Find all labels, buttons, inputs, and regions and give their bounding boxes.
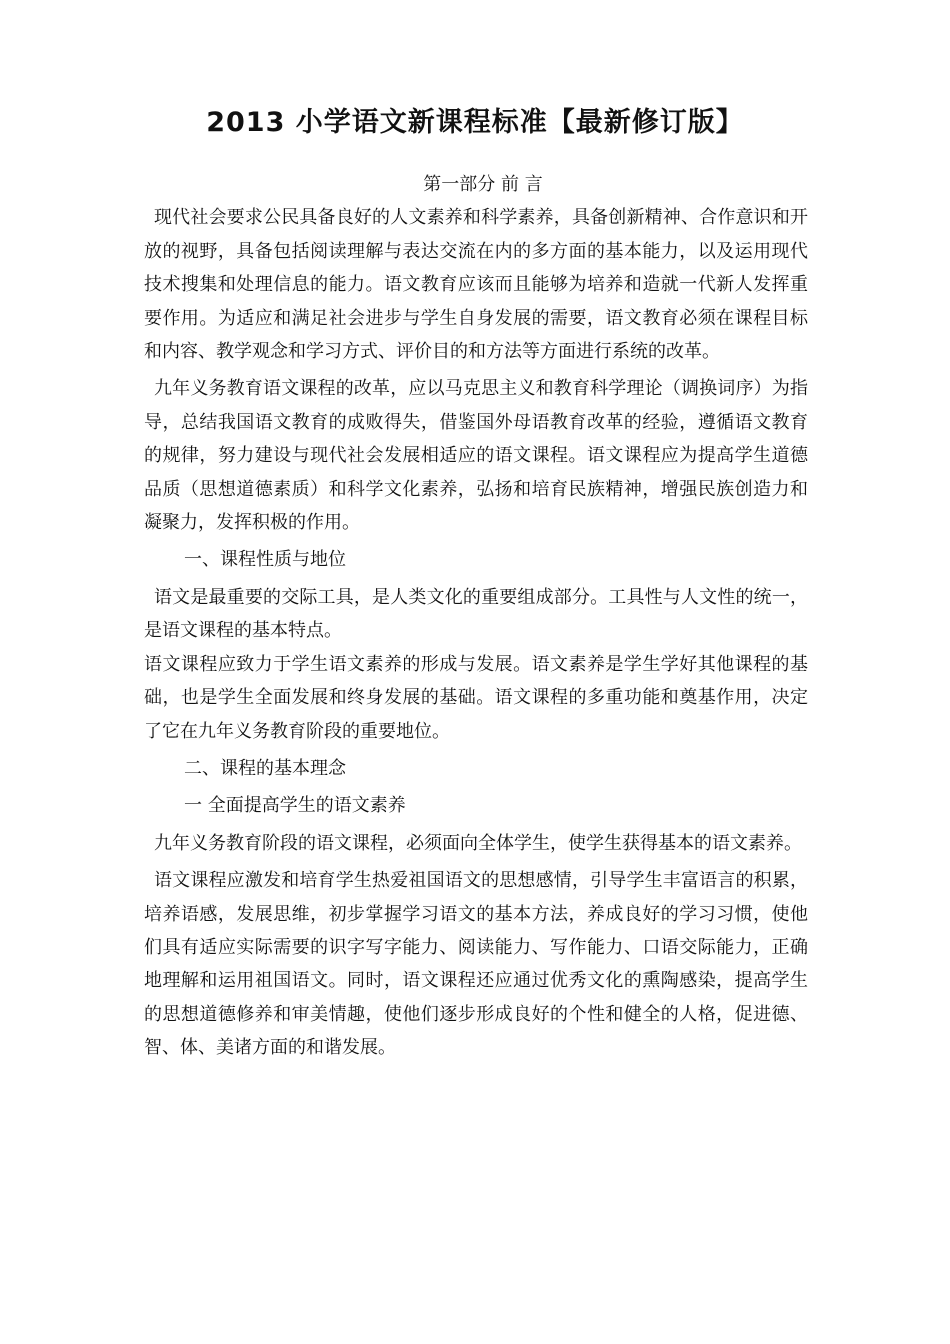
paragraph-language-tool: 语文是最重要的交际工具，是人类文化的重要组成部分。工具性与人文性的统一，是语文课程的基本特点。 (144, 586, 808, 642)
paragraph-all-students: 九年义务教育阶段的语文课程，必须面向全体学生，使学生获得基本的语文素养。 (154, 832, 802, 854)
paragraph-language-literacy: 语文课程应致力于学生语文素养的形成与发展。语文素养是学生学好其他课程的基础，也是学生全面发展和终身发展的基础。语文课程的多重功能和奠基作用，决定了它在九年义务教育阶段的重要地位。 (144, 653, 808, 742)
document-body (144, 168, 808, 1065)
paragraph-reform: 九年义务教育语文课程的改革，应以马克思主义和教育科学理论（调换词序）为指导，总结我国语文教育的成败得失，借鉴国外母语教育改革的经验，遵循语文教育的规律，努力建设与现代社会发展相适应的语文课程。语文课程应为提高学生道德品质（思想道德素质）和科学文化素养，弘扬和培育民族精神，增强民族创造力和凝聚力，发挥积极的作用。 (144, 378, 808, 534)
heading-basic-concepts: 二、课程的基本理念 (184, 757, 346, 779)
heading-literacy-improvement: 一 全面提高学生的语文素养 (184, 795, 406, 817)
paragraph-cultivation: 语文课程应激发和培育学生热爱祖国语文的思想感情，引导学生丰富语言的积累，培养语感，发展思维，初步掌握学习语文的基本方法，养成良好的学习习惯，使他们具有适应实际需要的识字写字能力、阅读能力、写作能力、口语交际能力，正确地理解和运用祖国语文。同时，语文课程还应通过优秀文化的熏陶感染，提高学生的思想道德修养和审美情趣，使他们逐步形成良好的个性和健全的人格，促进德、智、体、美诸方面的和谐发展。 (144, 870, 808, 1059)
section-heading: 第一部分 前 言 (423, 174, 543, 195)
heading-course-nature: 一、课程性质与地位 (184, 549, 346, 571)
document-title: 2013 小学语文新课程标准【最新修订版】 (206, 107, 744, 138)
paragraph-intro: 现代社会要求公民具备良好的人文素养和科学素养，具备创新精神、合作意识和开放的视野，具备包括阅读理解与表达交流在内的多方面的基本能力，以及运用现代技术搜集和处理信息的能力。语文教育应该而且能够为培养和造就一代新人发挥重要作用。为适应和满足社会进步与学生自身发展的需要，语文教育必须在课程目标和内容、教学观念和学习方式、评价目的和方法等方面进行系统的改革。 (144, 207, 808, 363)
